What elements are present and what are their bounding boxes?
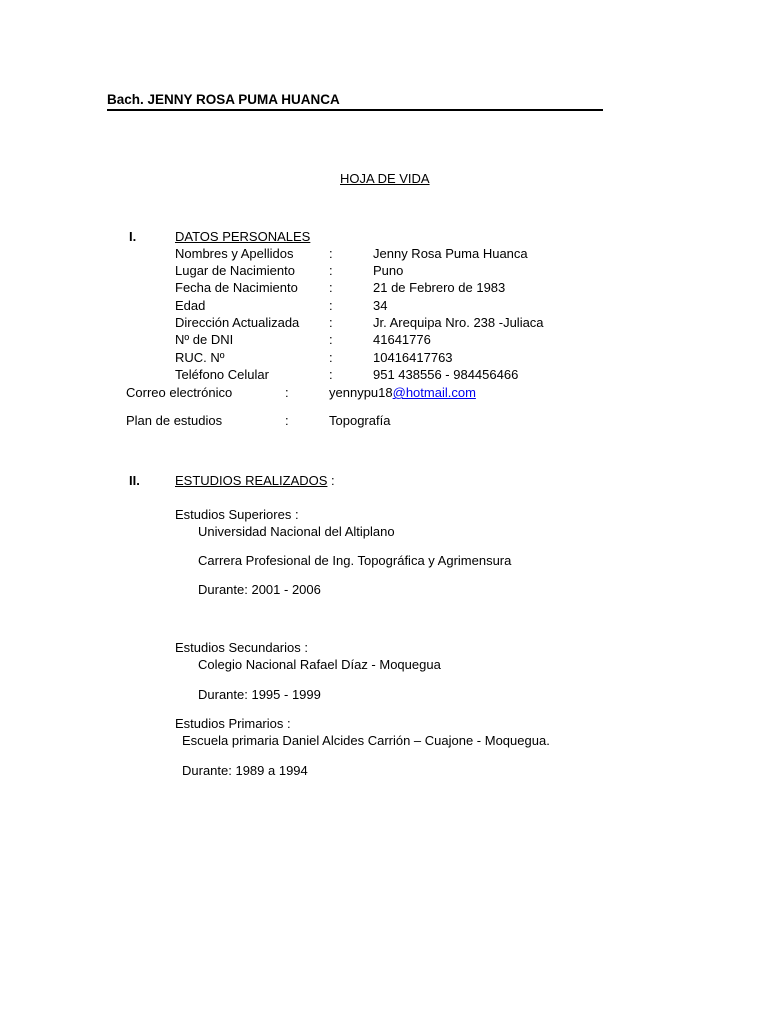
secundarios-institution: Colegio Nacional Rafael Díaz - Moquegua (198, 657, 441, 672)
header-name: Bach. JENNY ROSA PUMA HUANCA (107, 92, 340, 107)
superiores-period: Durante: 2001 - 2006 (198, 582, 321, 597)
row-value-dni: 41641776 (373, 332, 431, 347)
row-separator: : (329, 263, 333, 278)
row-label: Nombres y Apellidos (175, 246, 294, 261)
row-value-address: Jr. Arequipa Nro. 238 -Juliaca (373, 315, 544, 330)
row-value-name: Jenny Rosa Puma Huanca (373, 246, 528, 261)
row-separator: : (329, 280, 333, 295)
plan-separator: : (285, 413, 289, 428)
row-label: Nº de DNI (175, 332, 234, 347)
superiores-career: Carrera Profesional de Ing. Topográfica y Agrimensura (198, 553, 512, 568)
email-link[interactable]: @hotmail.com (392, 385, 476, 400)
primarios-period: Durante: 1989 a 1994 (182, 763, 308, 778)
row-value-birthdate: 21 de Febrero de 1983 (373, 280, 506, 295)
row-value-ruc: 10416417763 (373, 350, 453, 365)
section-2-title-line (175, 473, 335, 489)
secundarios-heading: Estudios Secundarios : (175, 640, 308, 655)
section-1-number: I. (129, 229, 137, 244)
secundarios-period: Durante: 1995 - 1999 (198, 687, 321, 702)
row-separator: : (329, 315, 333, 330)
section-2-title: ESTUDIOS REALIZADOS (175, 473, 328, 488)
row-separator: : (329, 350, 333, 365)
section-2-number: II. (129, 473, 140, 488)
email-separator: : (285, 385, 289, 400)
row-label: RUC. Nº (175, 350, 225, 365)
row-label: Teléfono Celular (175, 367, 269, 382)
superiores-heading: Estudios Superiores : (175, 507, 299, 522)
row-label: Lugar de Nacimiento (175, 263, 295, 278)
row-label: Fecha de Nacimiento (175, 280, 298, 295)
superiores-institution: Universidad Nacional del Altiplano (198, 524, 395, 539)
row-value-birthplace: Puno (373, 263, 404, 278)
section-1-title: DATOS PERSONALES (175, 229, 311, 244)
row-separator: : (329, 246, 333, 261)
email-value (329, 385, 476, 401)
email-label: Correo electrónico (126, 385, 233, 400)
header-divider (107, 109, 603, 111)
row-label: Dirección Actualizada (175, 315, 300, 330)
row-separator: : (329, 367, 333, 382)
document-title: HOJA DE VIDA (340, 171, 430, 186)
plan-label: Plan de estudios (126, 413, 223, 428)
section-2-title-suffix: : (327, 473, 335, 488)
row-separator: : (329, 332, 333, 347)
row-value-age: 34 (373, 298, 388, 313)
row-label: Edad (175, 298, 206, 313)
primarios-heading: Estudios Primarios : (175, 716, 291, 731)
row-separator: : (329, 298, 333, 313)
row-value-phone: 951 438556 - 984456466 (373, 367, 519, 382)
email-prefix: yennypu18 (329, 385, 393, 400)
primarios-institution: Escuela primaria Daniel Alcides Carrión – Cuajone - Moquegua. (182, 733, 550, 748)
plan-value: Topografía (329, 413, 391, 428)
